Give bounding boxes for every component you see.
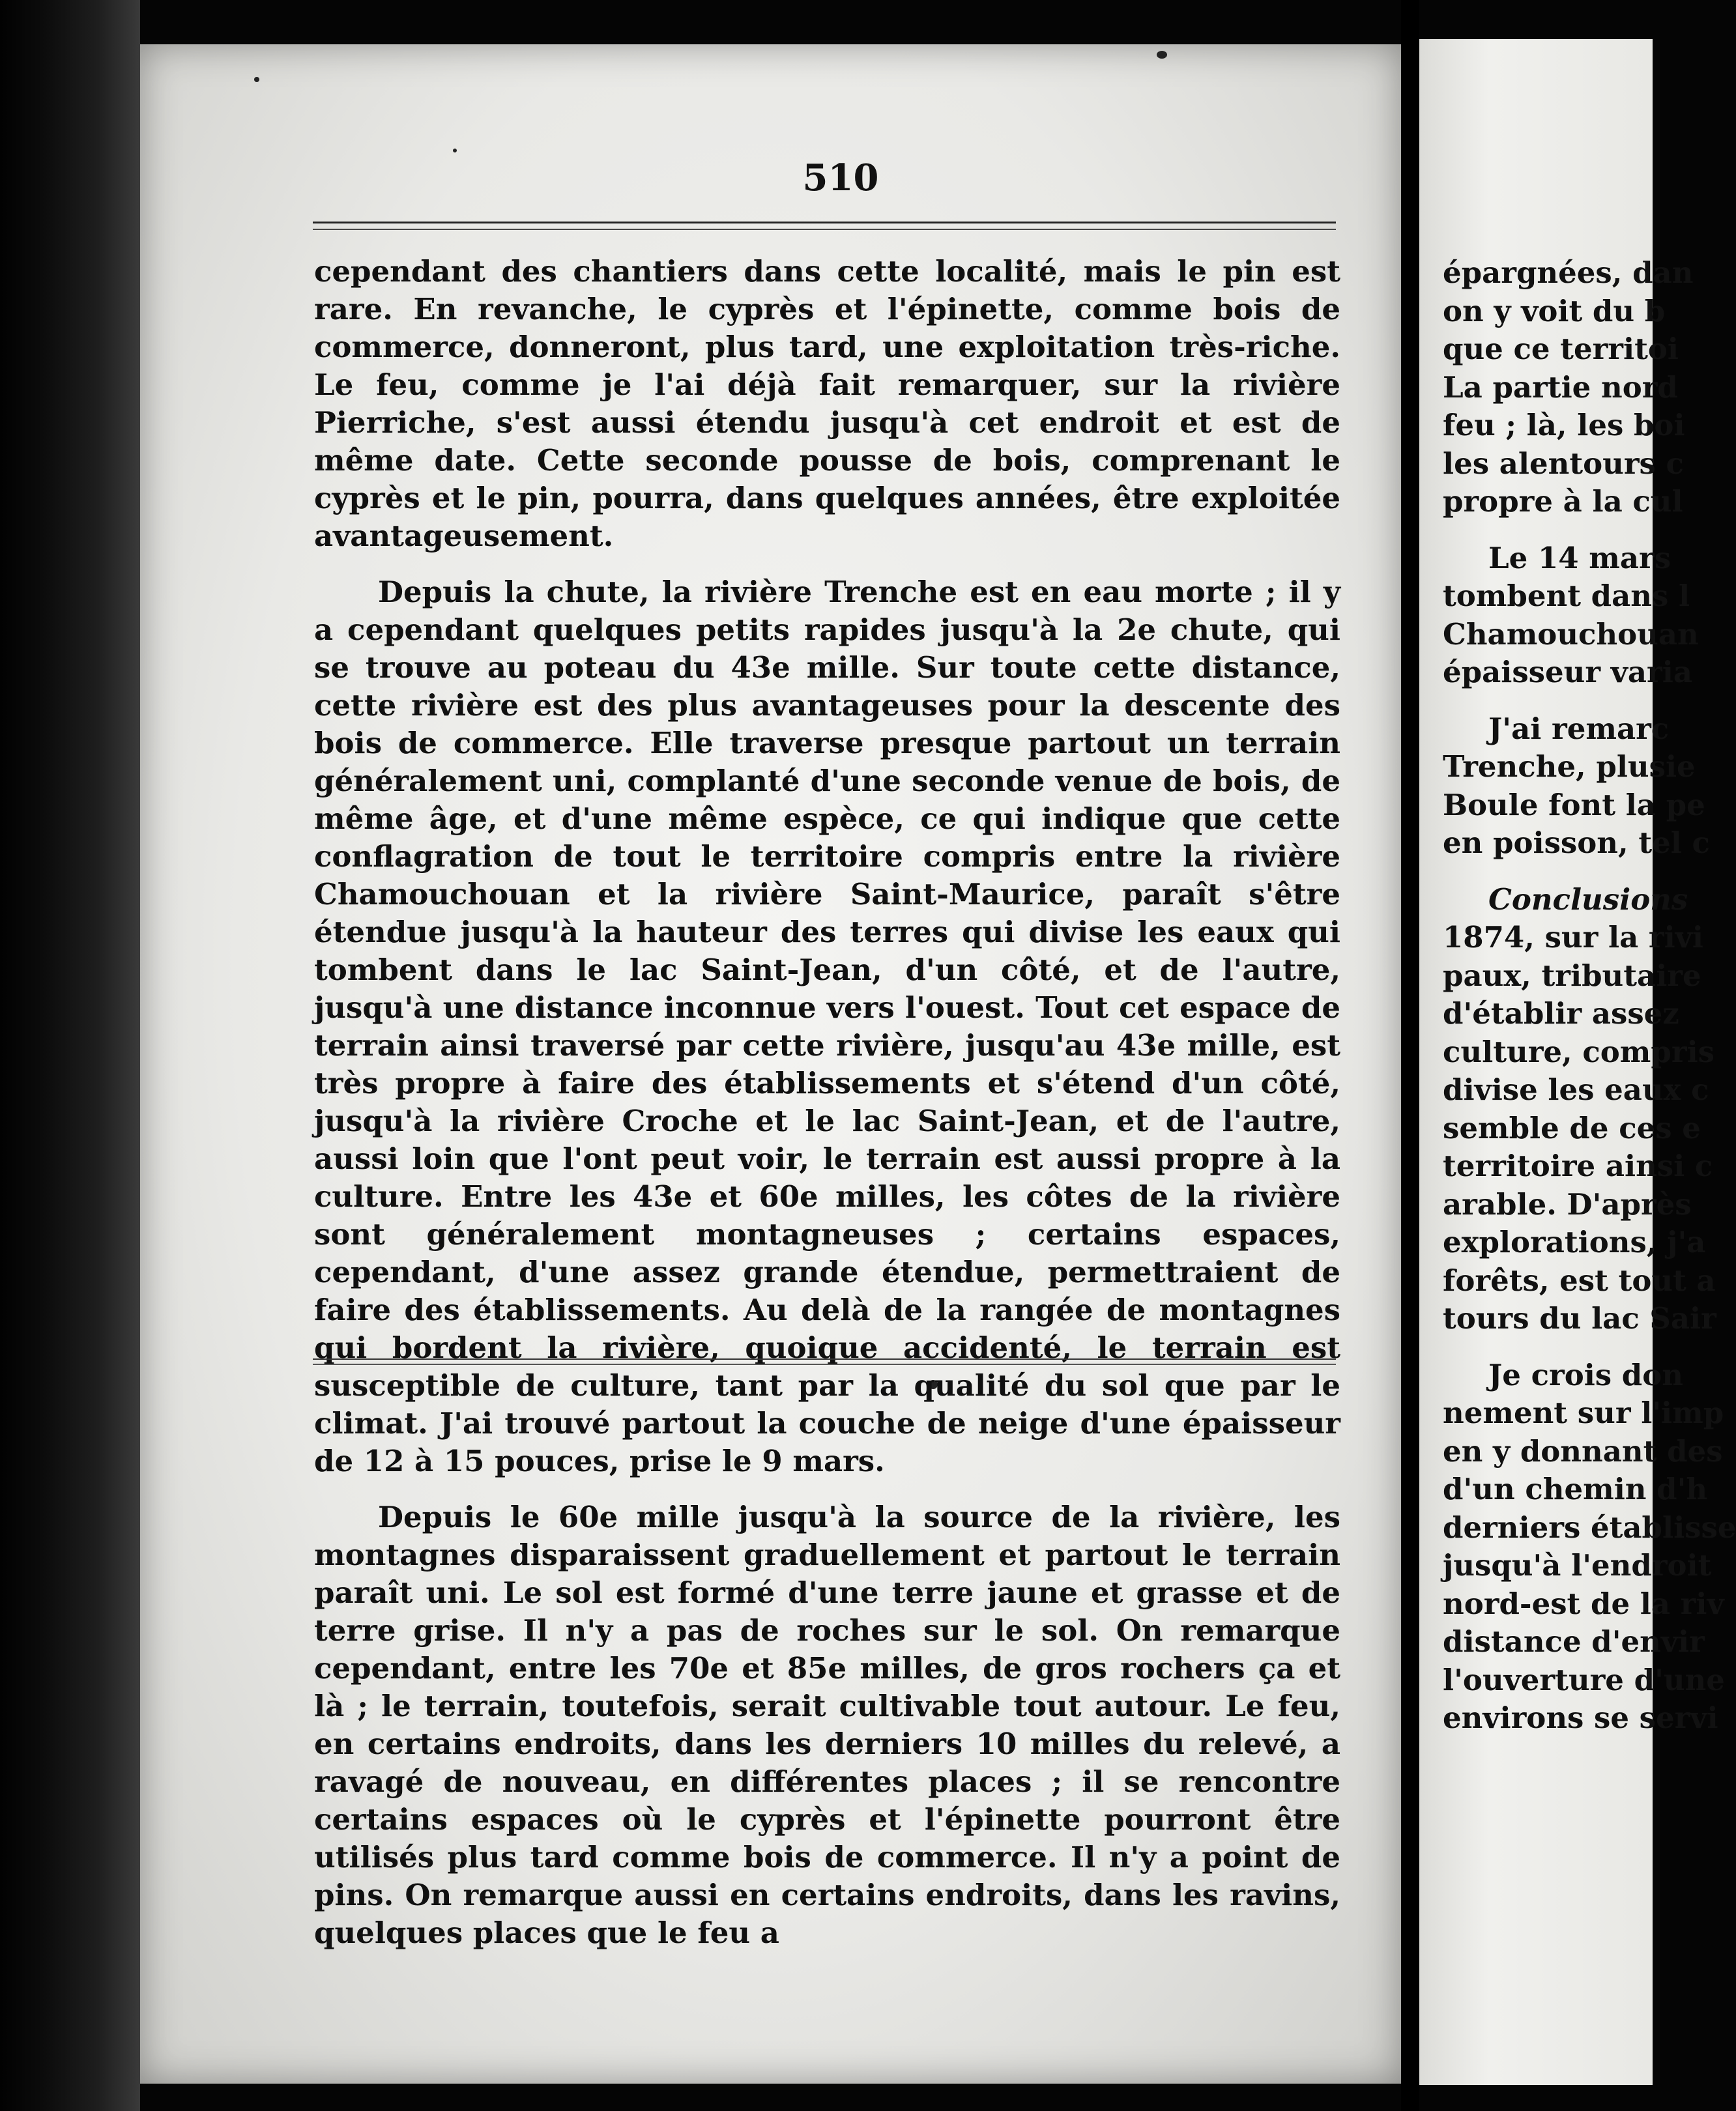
facing-line: jusqu'à l'endroit (1443, 1548, 1712, 1583)
facing-line: divise les eaux c (1443, 1072, 1709, 1107)
paragraph-3: Depuis le 60e mille jusqu'à la source de la rivière, les montagnes disparaissent graduellement et partout le terrain paraît uni. Le sol est formé d'une terre jaune et grasse et de terre grise. Il n'y a pas de roches sur le sol. On remarque cependant, entre les 70e et 85e milles, de gros rochers ça et là ; le terrain, toutefois, serait cultivable tout autour. Le feu, en certains endroits, dans les derniers 10 milles du relevé, a ravagé de nouveau, en différentes places ; il se rencontre certains espaces où le cyprès et l'épinette pourront être utilisés plus tard comme bois de commerce. Il n'y a point de pins. On remarque aussi en certains endroits, dans les ravins, quelques places que le feu a (314, 1500, 1340, 1950)
paragraph-gap (1443, 863, 1664, 881)
facing-line: en poisson, tel c (1443, 826, 1710, 860)
facing-line: que ce territoi (1443, 332, 1679, 366)
facing-page (1419, 39, 1736, 2085)
facing-line: La partie nord (1443, 369, 1678, 405)
facing-line: nement sur l'imp (1443, 1396, 1724, 1430)
facing-line: semble de ces e (1443, 1110, 1701, 1145)
facing-line: Conclusions (1488, 882, 1688, 917)
facing-line: derniers établisse (1443, 1510, 1736, 1545)
facing-line: épargnées, dan (1443, 255, 1694, 290)
facing-line: Chamouchouan (1443, 616, 1699, 652)
page-gutter (1401, 0, 1419, 2111)
facing-line: les alentours c (1443, 446, 1684, 481)
facing-line: Je crois don (1488, 1357, 1684, 1392)
facing-line: d'établir assez (1443, 996, 1679, 1031)
facing-line: J'ai remarc (1488, 711, 1670, 746)
header-rule (313, 222, 1336, 230)
facing-line: territoire ainsi c (1443, 1149, 1713, 1183)
facing-line: nord-est de la riv (1443, 1586, 1724, 1621)
facing-line: on y voit du b (1443, 293, 1666, 328)
facing-line: Le 14 mars (1488, 540, 1671, 575)
facing-line: épaisseur varia (1443, 655, 1693, 689)
body-text (314, 253, 1340, 1970)
facing-line: paux, tributaire (1443, 958, 1701, 993)
scan-left-margin (0, 0, 140, 2111)
facing-line: feu ; là, les boi (1443, 408, 1685, 442)
facing-line: tours du lac Sair (1443, 1301, 1716, 1336)
facing-line: propre à la cul (1443, 484, 1683, 519)
facing-line: environs se servi (1443, 1701, 1718, 1735)
paragraph-gap (1443, 692, 1664, 710)
facing-line: Trenche, plusie (1443, 749, 1696, 784)
facing-line: d'un chemin d'h (1443, 1472, 1708, 1506)
facing-line: l'ouverture d'une (1443, 1662, 1725, 1697)
facing-line: explorations, j'a (1443, 1225, 1706, 1259)
page-number: 510 (802, 156, 879, 199)
facing-page-text (1443, 254, 1736, 1738)
facing-line: 1874, sur la rivi (1443, 920, 1703, 955)
paragraph-2: Depuis la chute, la rivière Trenche est en eau morte ; il y a cependant quelques petits rapides jusqu'à la 2e chute, qui se trouve au poteau du 43e mille. Sur toute cette distance, cette rivière est des plus avantageuses pour la descente des bois de commerce. Elle traverse presque partout un terrain généralement uni, complanté d'une seconde venue de bois, de même âge, et d'une même espèce, ce qui indique que cette conflagration de tout le territoire compris entre la rivière Chamouchouan et la rivière Saint-Maurice, paraît s'être étendue jusqu'à la hauteur des terres qui divise les eaux qui tombent dans le lac Saint-Jean, d'un côté, et de l'autre, jusqu'à une distance inconnue vers l'ouest. Tout cet espace de terrain ainsi traversé par cette rivière, jusqu'au 43e mille, est très propre à faire des établissements et s'étend d'un côté, jusqu'à la rivière Croche et le lac Saint-Jean, et de l'autre, aussi loin que l'ont peut voir, le terrain est aussi propre à la culture. Entre les 43e et 60e milles, les côtes de la rivière sont généralement montagneuses ; certains espaces, cependant, d'une assez grande étendue, permettraient de faire des établissements. Au delà de la rangée de montagnes qui bordent la rivière, quoique accidenté, le terrain est susceptible de culture, tant par la qualité du sol que par le climat. J'ai trouvé partout la couche de neige d'une épaisseur de 12 à 15 pouces, prise le 9 mars. (314, 575, 1340, 1478)
paragraph-gap (1443, 521, 1664, 539)
paragraph-1: cependant des chantiers dans cette localité, mais le pin est rare. En revanche, le cyprès et l'épinette, comme bois de commerce, donneront, plus tard, une exploitation très-riche. Le feu, comme je l'ai déjà fait remarquer, sur la rivière Pierriche, s'est aussi étendu jusqu'à cet endroit et est de même date. Cette seconde pousse de bois, comprenant le cyprès et le pin, pourra, dans quelques années, être exploitée avantageusement. (314, 254, 1340, 553)
facing-line: arable. D'après (1443, 1186, 1692, 1222)
facing-line: en y donnant des (1443, 1433, 1723, 1469)
footer-rule (313, 1358, 1336, 1365)
facing-line: forêts, est tout a (1443, 1263, 1716, 1298)
facing-line: Boule font la pe (1443, 787, 1705, 822)
facing-line: culture, compris (1443, 1034, 1715, 1069)
facing-line: distance d'envir (1443, 1624, 1705, 1659)
facing-line: tombent dans l (1443, 579, 1690, 613)
paragraph-gap (1443, 1338, 1664, 1357)
